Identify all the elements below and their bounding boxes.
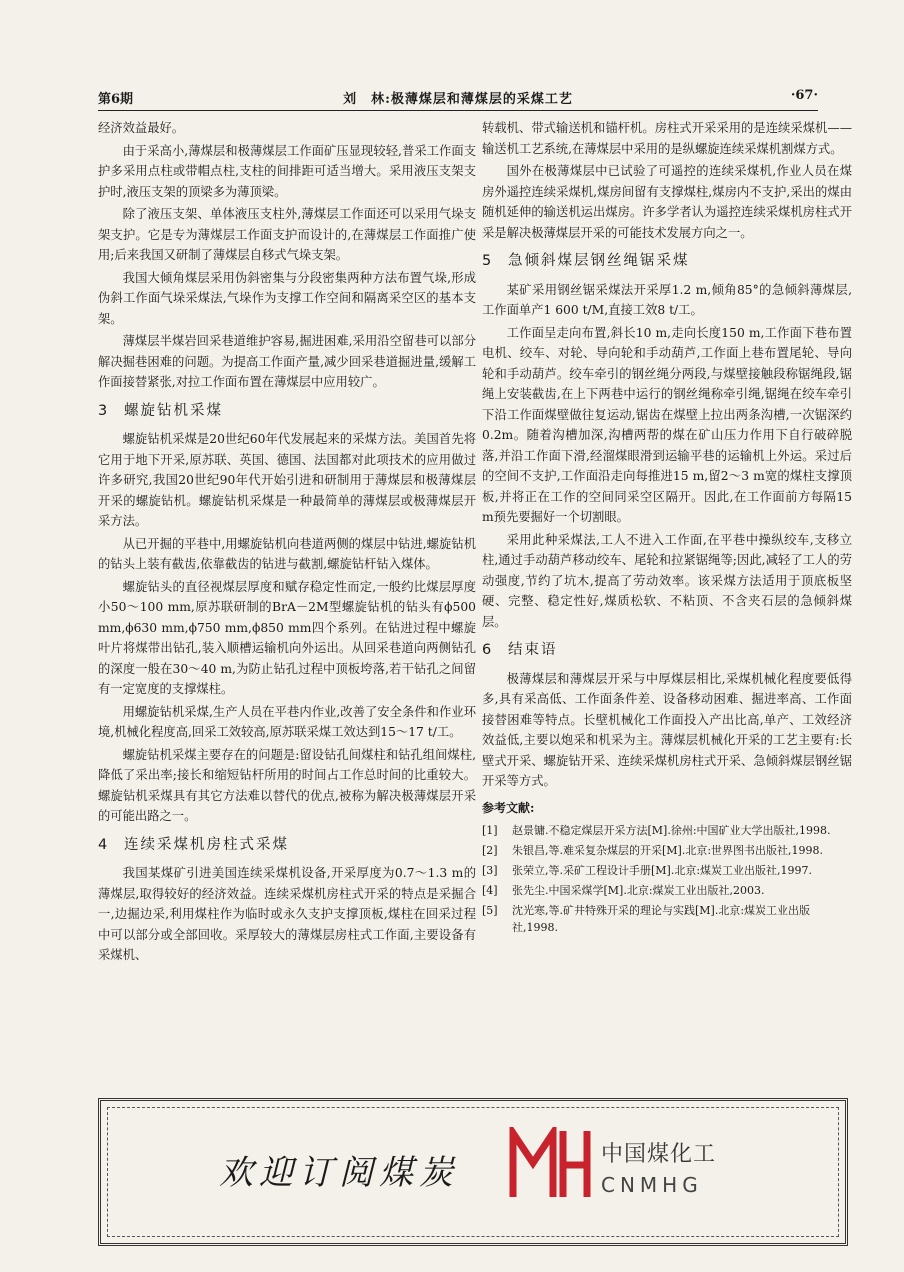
body-paragraph: 从已开掘的平巷中,用螺旋钻机向巷道两侧的煤层中钻进,螺旋钻机的钻头上装有截齿,依靠截齿的钻进与截割,螺旋钻杆钻入煤体。 bbox=[98, 536, 476, 571]
body-paragraph: 工作面呈走向布置,斜长10 m,走向长度150 m,工作面下巷布置电机、绞车、对轮、导向轮和手动葫芦,工作面上巷布置尾轮、导向轮和手动葫芦。绞车牵引的钢丝绳分两段,与煤壁接触段称锯绳段,锯绳上安装截齿,在上下两巷中运行的钢丝绳称牵引绳,锯绳在绞车牵引下沿工作面煤壁做往复运动,锯齿在煤壁上拉出两条沟槽,一次锯深约0.2m。随着沟槽加深,沟槽两帮的煤在矿山压力作用下自行破碎脱落,并沿工作面下滑,经溜煤眼滑到运输平巷的运输机上外运。采过后的空间不支护,工作面沿走向每推进15 m,留2～3 m宽的煤柱支撑顶板,并将正在工作的空间同采空区隔开。因此,在工作面前方每隔15 m预先要掘好一个切割眼。 bbox=[482, 325, 852, 524]
body-paragraph: 薄煤层半煤岩回采巷道维护容易,掘进困难,采用沿空留巷可以部分解决掘巷困难的问题。为提高工作面产量,减少回采巷道掘进量,缓解工作面接替紧张,对拉工作面布置在薄煤层中应用较广。 bbox=[98, 334, 476, 389]
body-paragraph: 我国大倾角煤层采用伪斜密集与分段密集两种方法布置气垛,形成伪斜工作面气垛采煤法,气垛作为支撑工作空间和隔离采空区的基本支架。 bbox=[98, 270, 476, 326]
right-column bbox=[482, 118, 852, 939]
reference-number: [5] bbox=[482, 904, 498, 917]
body-paragraph: 我国某煤矿引进美国连续采煤机设备,开采厚度为0.7～1.3 m的薄煤层,取得较好的经济效益。连续采煤机房柱式开采的特点是采掘合一,边掘边采,利用煤柱作为临时或永久支护支撑顶板,煤柱在回采过程中可以部分或全部回收。采厚较大的薄煤层房柱式工作面,主要设备有采煤机、 bbox=[98, 866, 476, 962]
body-paragraph: 螺旋钻机采煤主要存在的问题是:留设钻孔间煤柱和钻孔组间煤柱,降低了采出率;接长和缩短钻杆所用的时间占工作总时间的比重较大。螺旋钻机采煤具有其它方法难以替代的优点,被称为解决极薄煤层开采的可能出路之一。 bbox=[98, 747, 476, 823]
logo-chinese-text: 中国煤化工 bbox=[601, 1142, 717, 1167]
reference-item bbox=[482, 882, 852, 899]
section-number: 4 bbox=[98, 836, 108, 853]
header-rule bbox=[98, 110, 818, 111]
running-title: 刘 林:极薄煤层和薄煤层的采煤工艺 bbox=[343, 92, 573, 107]
body-paragraph: 由于采高小,薄煤层和极薄煤层工作面矿压显现较轻,普采工作面支护多采用点柱或带帽点柱,支柱的间排距可适当增大。采用液压支架支护时,液压支架的顶梁多为薄顶梁。 bbox=[98, 143, 476, 199]
reference-item bbox=[482, 822, 852, 839]
banner-slogan: 欢迎订阅煤炭 bbox=[219, 1153, 459, 1193]
banner-border bbox=[107, 1107, 839, 1237]
body-paragraph: 螺旋钻头的直径视煤层厚度和赋存稳定性而定,一般约比煤层厚度小50～100 mm,原苏联研制的BrA－2M型螺旋钻机的钻头有ϕ500 mm,ϕ630 mm,ϕ750 mm,ϕ850 mm四个系列。在钻进过程中螺旋叶片将煤带出钻孔,装入顺槽运输机向外运出。从回采巷道向两侧钻孔的深度一般在30～40 m,为防止钻孔过程中顶板垮落,若干钻孔之间留有一定宽度的支撑煤柱。 bbox=[98, 579, 476, 696]
section-title: 连续采煤机房柱式采煤 bbox=[124, 836, 289, 853]
reference-text: 赵景镛.不稳定煤层开采方法[M].徐州:中国矿业大学出版社,1998. bbox=[512, 824, 831, 837]
body-paragraph: 螺旋钻机采煤是20世纪60年代发展起来的采煤方法。美国首先将它用于地下开采,原苏联、英国、德国、法国都对此项技术的应用做过许多研究,我国20世纪90年代开始引进和研制用于薄煤层和极薄煤层开采的螺旋钻机。螺旋钻机采煤是一种最简单的薄煤层或极薄煤层开采方法。 bbox=[98, 432, 476, 528]
body-paragraph: 极薄煤层和薄煤层开采与中厚煤层相比,采煤机械化程度要低得多,具有采高低、工作面条件差、设备移动困难、掘进率高、工作面接替困难等特点。长壁机械化工作面投入产出比高,单产、工效经济效益低,主要以炮采和机采为主。薄煤层机械化开采的工艺主要有:长壁式开采、螺旋钻开采、连续采煤机房柱式开采、急倾斜煤层钢丝锯开采等方式。 bbox=[482, 671, 852, 788]
reference-text: 张荣立,等.采矿工程设计手册[M].北京:煤炭工业出版社,1997. bbox=[512, 864, 813, 877]
section-number: 3 bbox=[98, 402, 108, 419]
section-heading bbox=[482, 640, 852, 661]
section-title: 螺旋钻机采煤 bbox=[124, 402, 223, 419]
running-header bbox=[98, 84, 818, 108]
reference-text: 张先尘.中国采煤学[M].北京:煤炭工业出版社,2003. bbox=[512, 884, 765, 897]
references-title: 参考文献: bbox=[482, 800, 535, 815]
reference-text: 朱银昌,等.难采复杂煤层的开采[M].北京:世界图书出版社,1998. bbox=[512, 844, 824, 857]
section-title: 急倾斜煤层钢丝绳锯采煤 bbox=[508, 253, 690, 269]
reference-item bbox=[482, 842, 852, 859]
cnmhg-logo-icon bbox=[507, 1127, 593, 1201]
body-paragraph: 国外在极薄煤层中已试验了可遥控的连续采煤机,作业人员在煤房外遥控连续采煤机,煤房间留有支撑煤柱,煤房内不支护,采出的煤由随机延伸的输送机运出煤房。许多学者认为遥控连续采煤机房柱式开采是解决极薄煤层开采的可能技术发展方向之一。 bbox=[482, 164, 852, 240]
logo-english-text: CNMHG bbox=[601, 1173, 703, 1197]
reference-text: 沈光寒,等.矿井特殊开采的理论与实践[M].北京:煤炭工业出版社,1998. bbox=[512, 904, 811, 934]
section-title: 结束语 bbox=[508, 642, 558, 658]
section-number: 6 bbox=[482, 642, 492, 658]
reference-number: [2] bbox=[482, 844, 498, 857]
issue-label: 第6期 bbox=[98, 92, 134, 107]
left-column bbox=[98, 118, 476, 968]
reference-number: [3] bbox=[482, 864, 498, 877]
page-number: ·67· bbox=[790, 88, 818, 103]
section-heading bbox=[98, 401, 476, 422]
section-heading bbox=[98, 835, 476, 856]
section-heading bbox=[482, 251, 852, 272]
references-list bbox=[482, 822, 852, 936]
reference-item bbox=[482, 902, 852, 936]
body-paragraph: 用螺旋钻机采煤,生产人员在平巷内作业,改善了安全条件和作业环境,机械化程度高,回采工效较高,原苏联采煤工效达到15～17 t/工。 bbox=[98, 704, 476, 739]
body-paragraph: 采用此种采煤法,工人不进入工作面,在平巷中操纵绞车,支移立柱,通过手动葫芦移动绞车、尾轮和拉紧锯绳等;因此,减轻了工人的劳动强度,节约了坑木,提高了劳动效率。该采煤方法适用于顶底板坚硬、完整、稳定性好,煤质松软、不粘顶、不含夹石层的急倾斜煤层。 bbox=[482, 532, 852, 629]
body-paragraph: 经济效益最好。 bbox=[98, 121, 185, 135]
body-paragraph: 除了液压支架、单体液压支柱外,薄煤层工作面还可以采用气垛支架支护。它是专为薄煤层工作面支护而设计的,在薄煤层工作面推广使用;后来我国又研制了薄煤层自移式气垛支架。 bbox=[98, 207, 476, 262]
section-number: 5 bbox=[482, 253, 492, 269]
reference-item bbox=[482, 862, 852, 879]
reference-number: [1] bbox=[482, 824, 498, 837]
reference-number: [4] bbox=[482, 884, 498, 897]
body-paragraph: 某矿采用钢丝锯采煤法开采厚1.2 m,倾角85°的急倾斜薄煤层,工作面单产1 600 t/M,直接工效8 t/工。 bbox=[482, 282, 852, 317]
right-column-body bbox=[482, 118, 852, 792]
subscription-banner bbox=[98, 1098, 848, 1246]
body-paragraph: 转载机、带式输送机和锚杆机。房柱式开采采用的是连续采煤机——输送机工艺系统,在薄煤层中采用的是纵螺旋连续采煤机割煤方式。 bbox=[482, 121, 852, 156]
